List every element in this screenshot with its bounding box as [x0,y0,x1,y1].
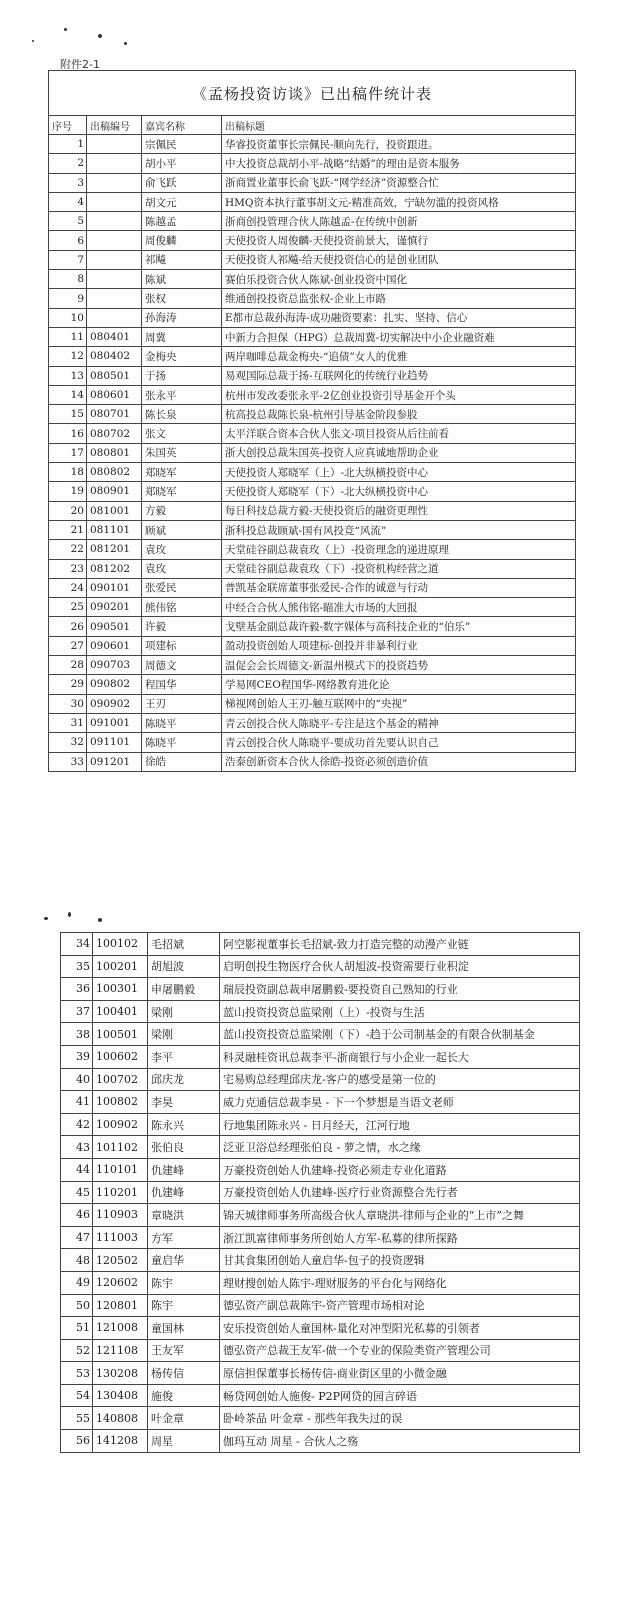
row-guest: 张爱民 [142,578,222,597]
row-title: 浙江凯富律师事务所创始人方军-私募的律所探路 [220,1226,580,1249]
table-row [61,1068,580,1091]
table-row [61,1430,580,1453]
row-title: 普凯基金联席董事张爱民-合作的诚意与行动 [222,578,576,597]
row-number: 44 [61,1158,93,1181]
row-code: 100902 [93,1113,148,1136]
row-code [87,135,142,154]
row-number: 17 [49,443,87,462]
table-row [61,1294,580,1317]
row-title: 蓝山投资投资总监梁刚（上）-投资与生活 [220,1000,580,1023]
table-row [61,1045,580,1068]
row-title: 畅贷网创始人施俊- P2P网贷的园言碎语 [220,1384,580,1407]
row-title: 蓝山投资投资总监梁刚（下）-趋于公司制基金的有限合伙制基金 [220,1023,580,1046]
row-guest: 周德文 [142,656,222,675]
table-row [61,1158,580,1181]
row-guest: 童启华 [148,1249,220,1272]
row-title: 戈壁基金副总裁许毅-数字媒体与高科技企业的“伯乐” [222,617,576,636]
row-guest: 叶金章 [148,1407,220,1430]
row-title: 伽玛互动 周星 - 合伙人之殇 [220,1430,580,1453]
row-code: 121008 [93,1317,148,1340]
row-guest: 王友军 [148,1339,220,1362]
row-code: 141208 [93,1430,148,1453]
row-title: 赛伯乐投资合伙人陈斌-创业投资中国化 [222,270,576,289]
row-title: 浙大创投总裁朱国英-投资人应真诚地帮助企业 [222,443,576,462]
row-number: 4 [49,192,87,211]
table-row [61,1407,580,1430]
row-guest: 梁刚 [148,1023,220,1046]
row-guest: 周冀 [142,327,222,346]
row-guest: 陈宇 [148,1271,220,1294]
table-row [49,250,576,269]
table-row [49,385,576,404]
row-title: 两岸咖啡总裁金梅央-“追债”女人的优雅 [222,347,576,366]
row-title: 宅易购总经理邱庆龙-客户的感受是第一位的 [220,1068,580,1091]
row-number: 33 [49,752,87,771]
table-row [61,955,580,978]
row-number: 1 [49,135,87,154]
row-title: 天使投资人祁飚-给天使投资信心的是创业团队 [222,250,576,269]
row-number: 51 [61,1317,93,1340]
row-guest: 朱国英 [142,443,222,462]
row-title: 甘其食集团创始人童启华-包子的投资逻辑 [220,1249,580,1272]
row-title: 学易网CEO程国华-网络教育进化论 [222,675,576,694]
row-title: 每日科技总裁方毅-天使投资后的融资更理性 [222,501,576,520]
row-guest: 俞飞跃 [142,173,222,192]
row-number: 21 [49,520,87,539]
row-title: 卧岭茶品 叶金章 - 那些年我失过的误 [220,1407,580,1430]
row-guest: 许毅 [142,617,222,636]
row-code: 080601 [87,385,142,404]
row-guest: 胡旭波 [148,955,220,978]
row-guest: 陈越孟 [142,212,222,231]
table-body-page-1 [49,135,576,772]
row-title: 杭高投总裁陈长泉-杭州引导基金阶段参股 [222,405,576,424]
row-code: 101102 [93,1136,148,1159]
table-row [49,675,576,694]
row-code: 090902 [87,694,142,713]
row-number: 6 [49,231,87,250]
row-code: 121108 [93,1339,148,1362]
row-number: 12 [49,347,87,366]
row-guest: 张权 [142,289,222,308]
table-row [49,135,576,154]
row-code: 100501 [93,1023,148,1046]
row-code: 110201 [93,1181,148,1204]
row-code: 110101 [93,1158,148,1181]
row-code: 090703 [87,656,142,675]
row-title: 青云创投合伙人陈晓平-专注是这个基金的精神 [222,713,576,732]
row-title: 原信担保董事长杨传信-商业街区里的小微金融 [220,1362,580,1385]
table-row [61,978,580,1001]
row-guest: 梁刚 [148,1000,220,1023]
table-row [49,578,576,597]
row-number: 28 [49,656,87,675]
table-row [49,405,576,424]
row-title: 行地集团陈永兴 - 日月经天，江河行地 [220,1113,580,1136]
row-guest: 胡文元 [142,192,222,211]
row-guest: 章晓洪 [148,1204,220,1227]
row-title: 天使投资人郑晓军（上）-北大纵横投资中心 [222,463,576,482]
table-row [61,1249,580,1272]
row-guest: 王刃 [142,694,222,713]
row-title: 天使投资人周俊麟-天使投资前景大，谨慎行 [222,231,576,250]
row-number: 38 [61,1023,93,1046]
header-no: 序号 [49,116,87,135]
row-code: 120502 [93,1249,148,1272]
row-code: 100802 [93,1091,148,1114]
row-guest: 于扬 [142,366,222,385]
row-number: 14 [49,385,87,404]
row-number: 27 [49,636,87,655]
header-guest: 嘉宾名称 [142,116,222,135]
row-number: 32 [49,733,87,752]
row-code: 091201 [87,752,142,771]
row-number: 30 [49,694,87,713]
row-code: 081001 [87,501,142,520]
row-number: 23 [49,559,87,578]
table-row [61,1384,580,1407]
row-code: 080401 [87,327,142,346]
scan-speck [32,40,34,42]
stats-table-page-1 [48,70,576,772]
table-row [61,1091,580,1114]
table-row [49,270,576,289]
stats-table-page-2 [60,932,580,1453]
row-code: 080402 [87,347,142,366]
row-code [87,270,142,289]
row-code: 091101 [87,733,142,752]
row-guest: 施俊 [148,1384,220,1407]
table-row [61,1113,580,1136]
table-row [49,598,576,617]
row-title: 华睿投资董事长宗佩民-顺向先行，投资跟进。 [222,135,576,154]
table-row [49,636,576,655]
row-title: 青云创投合伙人陈晓平-要成功首先要认识自己 [222,733,576,752]
row-number: 7 [49,250,87,269]
row-title: 浙商创投管理合伙人陈越孟-在传统中创新 [222,212,576,231]
row-title: 德弘资产总裁王友军-做一个专业的保险类资产管理公司 [220,1339,580,1362]
table-row [61,1136,580,1159]
row-guest: 熊伟铭 [142,598,222,617]
table-row [49,713,576,732]
table-row [61,1339,580,1362]
row-title: 太平洋联合资本合伙人张文-项目投资从后往前看 [222,424,576,443]
row-code: 111003 [93,1226,148,1249]
row-code [87,231,142,250]
row-guest: 陈永兴 [148,1113,220,1136]
row-number: 54 [61,1384,93,1407]
row-guest: 周俊麟 [142,231,222,250]
table-row [49,463,576,482]
row-title: 浙商置业董事长俞飞跃-“网学经济”资源整合忙 [222,173,576,192]
row-number: 8 [49,270,87,289]
row-number: 9 [49,289,87,308]
scan-speck [98,918,102,922]
row-number: 46 [61,1204,93,1227]
row-number: 40 [61,1068,93,1091]
row-code: 091001 [87,713,142,732]
table-title: 《孟杨投资访谈》已出稿件统计表 [49,71,576,116]
table-row [49,308,576,327]
row-guest: 徐皓 [142,752,222,771]
row-code: 081201 [87,540,142,559]
row-guest: 项建标 [142,636,222,655]
row-number: 13 [49,366,87,385]
row-title: 浩泰创新资本合伙人徐皓-投资必须创造价值 [222,752,576,771]
row-guest: 陈宇 [148,1294,220,1317]
table-row [49,154,576,173]
row-guest: 金梅央 [142,347,222,366]
table-row [49,559,576,578]
row-guest: 李昊 [148,1091,220,1114]
row-guest: 毛招斌 [148,933,220,956]
row-number: 45 [61,1181,93,1204]
row-number: 42 [61,1113,93,1136]
row-number: 19 [49,482,87,501]
table-row [49,482,576,501]
scan-speck [44,917,48,920]
row-guest: 陈斌 [142,270,222,289]
row-title: 天使投资人郑晓军（下）-北大纵横投资中心 [222,482,576,501]
row-title: 泛亚卫浴总经理张伯良 - 萝之情，水之缘 [220,1136,580,1159]
row-code [87,192,142,211]
row-guest: 张永平 [142,385,222,404]
table-row [49,192,576,211]
row-number: 31 [49,713,87,732]
row-title: 启明创投生物医疗合伙人胡旭波-投资需要行业积淀 [220,955,580,978]
row-title: 万豪投资创始人仇建峰-投资必须走专业化道路 [220,1158,580,1181]
table-row [61,933,580,956]
row-guest: 胡小平 [142,154,222,173]
row-title: 盈动投资创始人项建标-创投并非暴利行业 [222,636,576,655]
table-row [49,752,576,771]
row-title: 中新力合担保（HPG）总裁周冀-切实解决中小企业融资难 [222,327,576,346]
row-code: 081202 [87,559,142,578]
row-guest: 张文 [142,424,222,443]
row-code: 090601 [87,636,142,655]
row-number: 56 [61,1430,93,1453]
row-title: 理财搜创始人陈宇-理财服务的平台化与网络化 [220,1271,580,1294]
row-number: 16 [49,424,87,443]
row-number: 10 [49,308,87,327]
row-code: 080501 [87,366,142,385]
scan-speck [98,34,102,38]
table-row [61,1181,580,1204]
row-code [87,154,142,173]
row-guest: 周星 [148,1430,220,1453]
row-number: 20 [49,501,87,520]
row-title: 万豪投资创始人仇建峰-医疗行业资源整合先行者 [220,1181,580,1204]
row-code: 100102 [93,933,148,956]
row-guest: 张伯良 [148,1136,220,1159]
row-title: 中经合合伙人熊伟铭-瞄准大市场的大回报 [222,598,576,617]
table-row [49,656,576,675]
row-guest: 杨传信 [148,1362,220,1385]
table-row [49,327,576,346]
table-row [61,1226,580,1249]
row-title: 浙科投总裁顾斌-国有风投竞“风流” [222,520,576,539]
row-code: 090201 [87,598,142,617]
row-number: 47 [61,1226,93,1249]
row-guest: 郑晓军 [142,482,222,501]
row-guest: 郑晓军 [142,463,222,482]
row-title: 维通创投投资总监张权-企业上市路 [222,289,576,308]
table-row [61,1000,580,1023]
scan-speck [124,42,127,45]
annex-label: 附件2-1 [60,58,100,71]
row-number: 22 [49,540,87,559]
row-number: 52 [61,1339,93,1362]
row-number: 5 [49,212,87,231]
table-row [49,520,576,539]
row-number: 43 [61,1136,93,1159]
row-code: 120801 [93,1294,148,1317]
row-code: 080801 [87,443,142,462]
row-guest: 仇建峰 [148,1181,220,1204]
table-row [61,1023,580,1046]
row-guest: 邱庆龙 [148,1068,220,1091]
row-guest: 袁玫 [142,559,222,578]
table-row [49,617,576,636]
row-code: 090101 [87,578,142,597]
row-guest: 陈晓平 [142,713,222,732]
row-number: 55 [61,1407,93,1430]
row-guest: 孙海涛 [142,308,222,327]
row-title: HMQ资本执行董事胡文元-精准高效，宁缺勿滥的投资风格 [222,192,576,211]
row-code: 080901 [87,482,142,501]
row-title: 易观国际总裁于扬-互联网化的传统行业趋势 [222,366,576,385]
row-code: 100301 [93,978,148,1001]
row-guest: 宗佩民 [142,135,222,154]
row-number: 37 [61,1000,93,1023]
row-code: 100702 [93,1068,148,1091]
row-guest: 祁飚 [142,250,222,269]
row-title: 安乐投资创始人童国林-量化对冲型阳光私募的引领者 [220,1317,580,1340]
table-body-page-2 [61,933,580,1453]
row-number: 11 [49,327,87,346]
row-guest: 顾斌 [142,520,222,539]
row-guest: 陈晓平 [142,733,222,752]
row-guest: 程国华 [142,675,222,694]
header-title: 出稿标题 [222,116,576,135]
row-code: 100201 [93,955,148,978]
row-number: 24 [49,578,87,597]
row-number: 35 [61,955,93,978]
row-guest: 童国林 [148,1317,220,1340]
row-number: 18 [49,463,87,482]
table-row [49,733,576,752]
table-row [49,347,576,366]
row-code: 110903 [93,1204,148,1227]
row-number: 34 [61,933,93,956]
row-title: 威力克通信总裁李昊 - 下一个梦想是当语文老师 [220,1091,580,1114]
table-row [49,424,576,443]
row-title: 天堂硅谷副总裁袁玫（上）-投资理念的递进原理 [222,540,576,559]
row-code: 080702 [87,424,142,443]
row-code: 090501 [87,617,142,636]
row-number: 26 [49,617,87,636]
row-code [87,212,142,231]
scan-speck [64,28,67,31]
row-number: 3 [49,173,87,192]
row-code: 130208 [93,1362,148,1385]
row-guest: 方军 [148,1226,220,1249]
scan-speck [68,912,71,917]
table-row [49,212,576,231]
table-row [49,694,576,713]
table-row [49,540,576,559]
header-code: 出稿编号 [87,116,142,135]
row-guest: 袁玫 [142,540,222,559]
row-guest: 申屠鹏毅 [148,978,220,1001]
row-number: 2 [49,154,87,173]
row-code: 081101 [87,520,142,539]
row-code: 100401 [93,1000,148,1023]
row-number: 29 [49,675,87,694]
row-code [87,173,142,192]
row-number: 25 [49,598,87,617]
row-title: E都市总裁孙海涛-成功融资要素：扎实、坚持、信心 [222,308,576,327]
table-row [49,443,576,462]
row-title: 温促会会长周德文-新温州模式下的投资趋势 [222,656,576,675]
row-title: 锦天城律师事务所高级合伙人章晓洪-律师与企业的“上市”之舞 [220,1204,580,1227]
table-row [61,1362,580,1385]
table-row [49,289,576,308]
row-number: 36 [61,978,93,1001]
table-row [61,1204,580,1227]
row-guest: 李平 [148,1045,220,1068]
row-number: 39 [61,1045,93,1068]
row-number: 41 [61,1091,93,1114]
table-row [49,231,576,250]
row-title: 梯视网创始人王刃-触互联网中的“央视” [222,694,576,713]
table-row [61,1317,580,1340]
row-number: 50 [61,1294,93,1317]
row-guest: 仇建峰 [148,1158,220,1181]
row-code: 120602 [93,1271,148,1294]
row-number: 15 [49,405,87,424]
row-title: 杭州市发改委张永平-2亿创业投资引导基金开个头 [222,385,576,404]
row-title: 德弘资产副总裁陈宇-资产管理市场相对论 [220,1294,580,1317]
row-guest: 方毅 [142,501,222,520]
row-code: 130408 [93,1384,148,1407]
row-code: 080701 [87,405,142,424]
row-code [87,250,142,269]
row-number: 49 [61,1271,93,1294]
table-row [49,501,576,520]
table-row [49,366,576,385]
row-title: 瑞辰投资副总裁申屠鹏毅-要投资自己熟知的行业 [220,978,580,1001]
row-code: 090802 [87,675,142,694]
row-number: 53 [61,1362,93,1385]
row-code: 100602 [93,1045,148,1068]
table-row [49,173,576,192]
table-row [61,1271,580,1294]
row-number: 48 [61,1249,93,1272]
row-code: 080802 [87,463,142,482]
row-title: 天堂硅谷副总裁袁玫（下）-投资机构经营之道 [222,559,576,578]
row-title: 阿空影视董事长毛招斌-致力打造完整的动漫产业链 [220,933,580,956]
row-code [87,289,142,308]
row-code [87,308,142,327]
row-guest: 陈长泉 [142,405,222,424]
row-title: 科灵融桂资讯总裁李平-浙商银行与小企业一起长大 [220,1045,580,1068]
row-code: 140808 [93,1407,148,1430]
row-title: 中大投资总裁胡小平-战略“结婚”的理由是资本服务 [222,154,576,173]
